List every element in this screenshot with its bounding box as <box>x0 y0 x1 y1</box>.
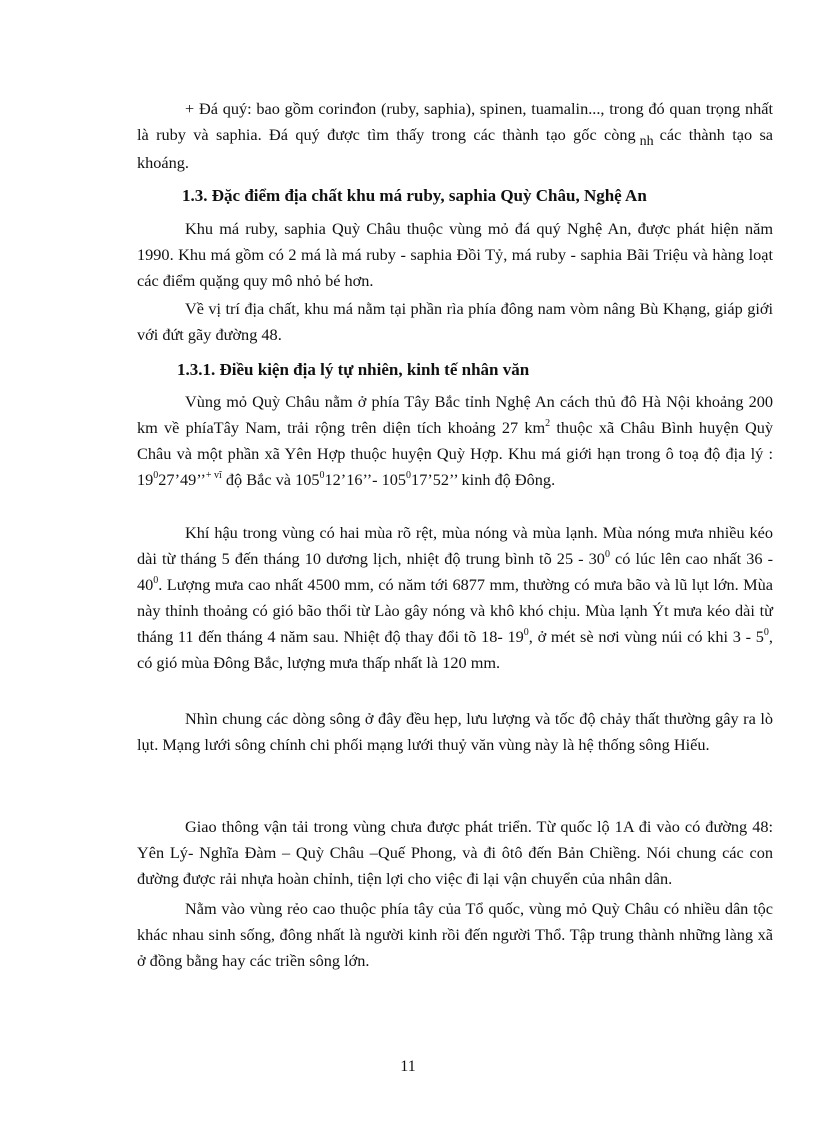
subscript-fragment: nh <box>639 134 654 149</box>
paragraph-people: Nằm vào vùng rẻo cao thuộc phía tây của Tổ quốc, vùng mỏ Quỳ Châu có nhiều dân tộc khác nhau sinh sống, đông nhất là người kinh rồi đến người Thổ. Tập trung thành những làng xã ở đồng bằng hay các triền sông lớn. <box>137 899 773 970</box>
paragraph-rivers: Nhìn chung các dòng sông ở đây đều hẹp, lưu lượng và tốc độ chảy thất thường gây ra lò lụt. Mạng lưới sông chính chi phối mạng lưới thuỷ văn vùng này là hệ thống sông Hiếu. <box>137 709 773 754</box>
paragraph-gems-text: + Đá quý: bao gồm corinđon (ruby, saphia), spinen, tuamalin..., trong đó quan trọng nhất là ruby và saphia. Đá quý được tìm thấy trong các thành tạo gốc còng <box>137 99 773 144</box>
heading-section-1-3: 1.3. Đặc điểm địa chất khu má ruby, saphia Quỳ Châu, Nghệ An <box>182 186 647 205</box>
paragraph-climate: Khí hậu trong vùng có hai mùa rõ rệt, mùa nóng và mùa lạnh. Mùa nóng mưa nhiều kéo dài từ tháng 5 đến tháng 10 dương lịch, nhiệt độ trung bình tõ $25 - 30^0$ có lúc lên cao nhất $36 - 40^0$. Lượng mưa cao nhất 4500 mm, có năm tới 6877 mm, thường có mưa bão và lũ lụt lớn. Mùa này thỉnh thoảng có gió bão thổi từ Lào gây nóng và khô khó chịu. Mùa lạnh Ýt mưa kéo dài từ tháng 11 đến tháng 4 năm sau. Nhiệt độ thay đổi tõ 18- $19^0$, ở mét sè nơi vùng núi có khi $3 - 5^0$, có gió mùa Đông Bắc, lượng mưa thấp nhất là 120 mm. <box>137 523 773 672</box>
heading-section-1-3-1: 1.3.1. Điều kiện địa lý tự nhiên, kinh tế nhân văn <box>177 360 530 379</box>
paragraph-gems-tail: các thành tạo sa khoáng. <box>137 125 774 172</box>
paragraph-intro: Khu má ruby, saphia Quỳ Châu thuộc vùng mỏ đá quý Nghệ An, được phát hiện năm 1990. Khu má gồm có 2 má là má ruby - saphia Đồi Tỷ, má ruby - saphia Bãi Triệu và hàng loạt các điểm quặng quy mô nhỏ bé hơn. <box>137 219 773 290</box>
page-number: 11 <box>400 1058 416 1075</box>
paragraph-location: Về vị trí địa chất, khu má nằm tại phần rìa phía đông nam vòm nâng Bù Khạng, giáp giới với đứt gãy đường 48. <box>137 299 773 344</box>
paragraph-transport: Giao thông vận tải trong vùng chưa được phát triển. Từ quốc lộ 1A đi vào có đường 48: Yên Lý- Nghĩa Đàm – Quỳ Châu –Quế Phong, và đi ôtô đến Bản Chiềng. Nói chung các con đường được rải nhựa hoàn chỉnh, tiện lợi cho việc đi lại vận chuyển của nhân dân. <box>137 817 773 888</box>
paragraph-gems <box>137 96 773 176</box>
paragraph-region: Vùng mỏ Quỳ Châu nằm ở phía Tây Bắc tỉnh Nghệ An cách thủ đô Hà Nội khoảng 200 km về phíaTây Nam, trải rộng trên diện tích khoảng 27 $km^2$ thuộc xã Châu Bình huyện Quỳ Châu và một phần xã Yên Hợp thuộc huyện Quỳ Hợp. Khu má giới hạn trong ô toạ độ địa lý : $19^027’49’’^{+ vĩ}$ độ Bắc và $105^012’16’’-$ $105^017’52$’’ kinh độ Đông. <box>137 392 773 489</box>
